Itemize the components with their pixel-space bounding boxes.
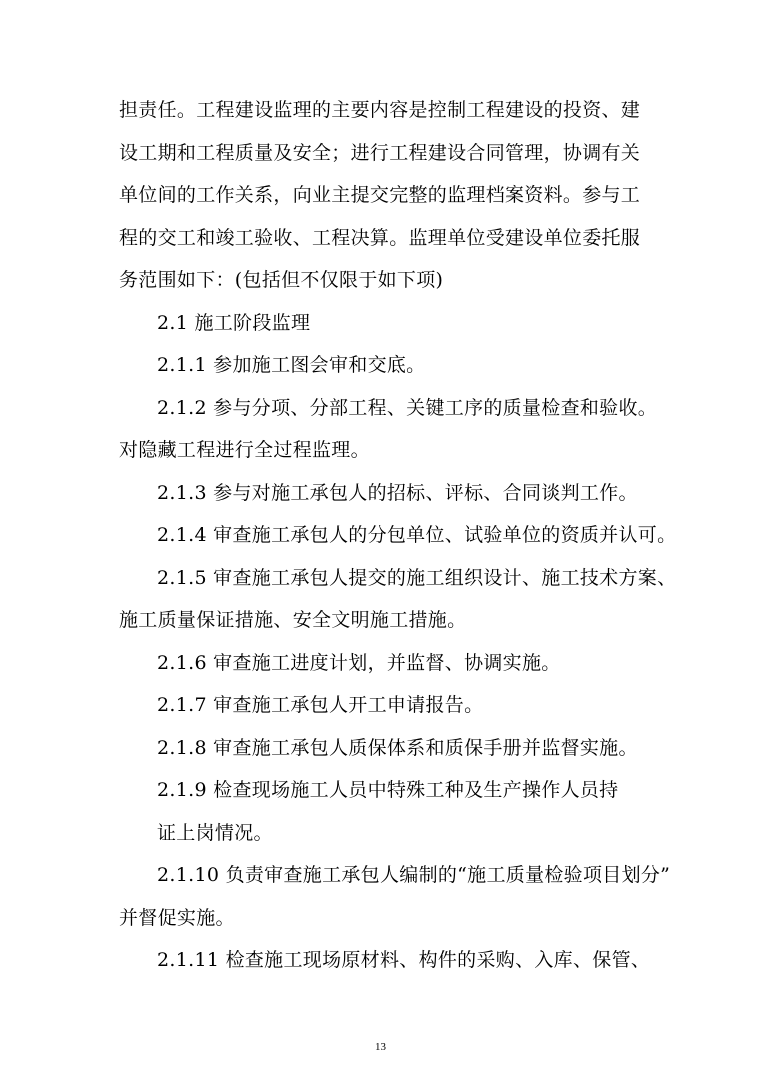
list-item: 2.1.8 审查施工承包人质保体系和质保手册并监督实施。 — [157, 737, 638, 759]
list-item: 2.1.10 负责审查施工承包人编制的“施工质量检验项目划分” — [157, 864, 671, 886]
list-item: 2.1.1 参加施工图会审和交底。 — [157, 354, 426, 376]
list-item-continuation: 施工质量保证措施、安全文明施工措施。 — [119, 609, 467, 631]
list-item: 2.1.11 检查施工现场原材料、构件的采购、入库、保管、 — [157, 949, 651, 971]
list-item: 2.1.9 检查现场施工人员中特殊工种及生产操作人员持 — [157, 779, 619, 801]
list-item-continuation: 并督促实施。 — [119, 907, 235, 929]
body-text-line: 担责任。工程建设监理的主要内容是控制工程建设的投资、建 — [119, 99, 641, 121]
body-text-line: 程的交工和竣工验收、工程决算。监理单位受建设单位委托服 — [119, 227, 641, 249]
list-item: 2.1.5 审查施工承包人提交的施工组织设计、施工技术方案、 — [157, 567, 677, 589]
body-text-line: 务范围如下：(包括但不仅限于如下项) — [119, 269, 444, 291]
list-item: 2.1.6 审查施工进度计划，并监督、协调实施。 — [157, 652, 561, 674]
list-item: 2.1.7 审查施工承包人开工申请报告。 — [157, 694, 484, 716]
list-item-continuation: 对隐藏工程进行全过程监理。 — [119, 439, 370, 461]
list-item: 2.1.4 审查施工承包人的分包单位、试验单位的资质并认可。 — [157, 524, 677, 546]
body-text-line: 单位间的工作关系，向业主提交完整的监理档案资料。参与工 — [119, 184, 641, 206]
section-heading: 2.1 施工阶段监理 — [157, 312, 311, 334]
body-text-line: 设工期和工程质量及安全；进行工程建设合同管理，协调有关 — [119, 142, 641, 164]
list-item: 2.1.3 参与对施工承包人的招标、评标、合同谈判工作。 — [157, 482, 638, 504]
page-number: 13 — [375, 1041, 386, 1053]
list-item-continuation: 证上岗情况。 — [157, 822, 273, 844]
list-item: 2.1.2 参与分项、分部工程、关键工序的质量检查和验收。 — [157, 397, 658, 419]
